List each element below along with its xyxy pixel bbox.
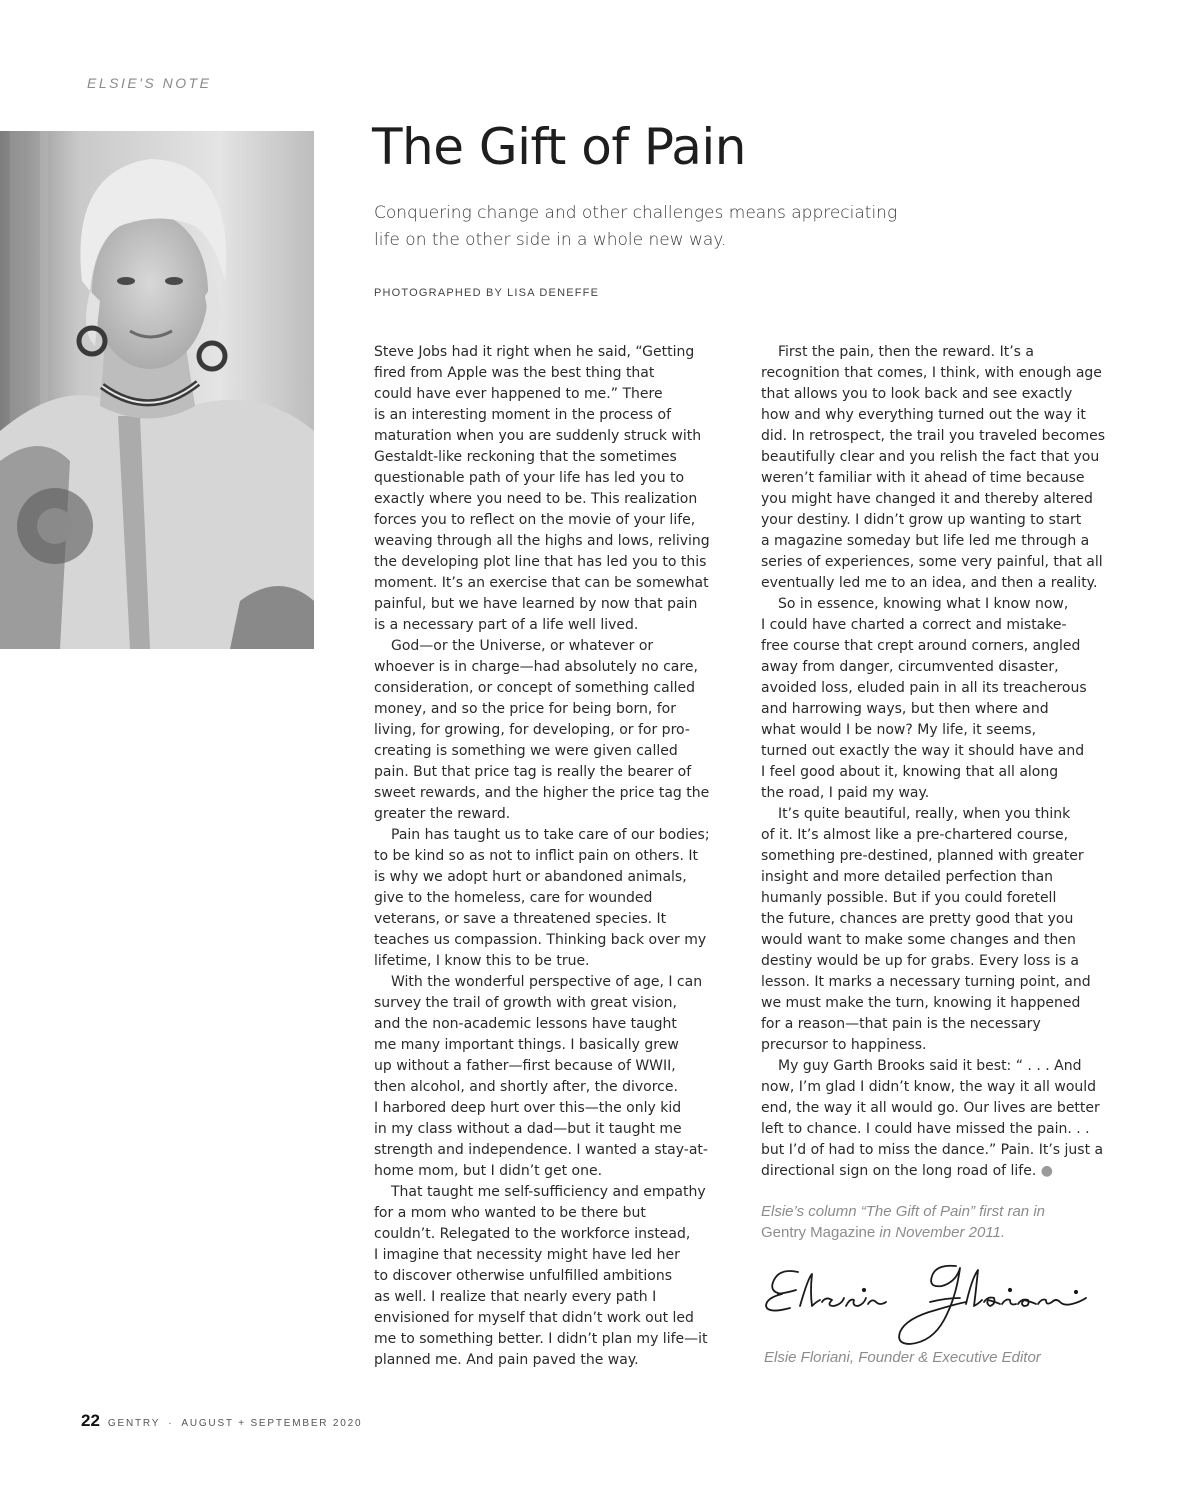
body-line	[761, 951, 1117, 972]
body-line	[761, 594, 1117, 615]
body-line	[374, 405, 730, 426]
body-line-text: that allows you to look back and see exactly	[761, 386, 1073, 402]
body-line	[761, 1077, 1117, 1098]
body-line	[374, 384, 730, 405]
body-line-text: give to the homeless, care for wounded	[374, 890, 653, 906]
body-line-text: moment. It’s an exercise that can be somewhat	[374, 575, 709, 591]
body-line-text: weren’t familiar with it ahead of time because	[761, 470, 1085, 486]
body-line	[761, 678, 1117, 699]
body-line-text: exactly where you need to be. This realization	[374, 491, 698, 507]
body-line	[761, 342, 1117, 363]
body-column-left	[374, 342, 730, 1371]
body-line-text: My guy Garth Brooks said it best: “ . . . And	[778, 1058, 1082, 1074]
body-line-text: eventually led me to an idea, and then a reality.	[761, 575, 1098, 591]
body-line-text: home mom, but I didn’t get one.	[374, 1163, 603, 1179]
body-line-text: the developing plot line that has led you to this	[374, 554, 707, 570]
body-line-text: did. In retrospect, the trail you traveled becomes	[761, 428, 1105, 444]
body-line	[374, 1287, 730, 1308]
body-line-text: planned me. And pain paved the way.	[374, 1352, 639, 1368]
body-line	[374, 783, 730, 804]
body-line-text: in my class without a dad—but it taught me	[374, 1121, 682, 1137]
body-line-text: for a mom who wanted to be there but	[374, 1205, 646, 1221]
body-line-text: directional sign on the long road of life.	[761, 1163, 1037, 1179]
body-line	[761, 1014, 1117, 1035]
body-line	[761, 426, 1117, 447]
body-line	[374, 447, 730, 468]
body-line-text: I feel good about it, knowing that all along	[761, 764, 1059, 780]
body-line-text: teaches us compassion. Thinking back over my	[374, 932, 707, 948]
body-line	[374, 1119, 730, 1140]
body-line	[374, 1350, 730, 1371]
body-line-text: I could have charted a correct and mistake-	[761, 617, 1067, 633]
body-column-right	[761, 342, 1117, 1182]
body-line-text: is why we adopt hurt or abandoned animals,	[374, 869, 687, 885]
body-line-text: for a reason—that pain is the necessary	[761, 1016, 1041, 1032]
body-line	[374, 510, 730, 531]
magazine-name: Gentry Magazine	[761, 1224, 876, 1241]
body-line-text: turned out exactly the way it should have and	[761, 743, 1085, 759]
body-line	[374, 342, 730, 363]
body-line-text: fired from Apple was the best thing that	[374, 365, 655, 381]
body-line-text: Pain has taught us to take care of our bodies;	[391, 827, 710, 843]
body-line-text: I harbored deep hurt over this—the only kid	[374, 1100, 682, 1116]
body-line-text: strength and independence. I wanted a stay-at-	[374, 1142, 708, 1158]
body-line	[761, 468, 1117, 489]
body-line	[761, 825, 1117, 846]
body-line	[374, 1203, 730, 1224]
body-line	[374, 678, 730, 699]
body-line	[374, 1077, 730, 1098]
body-line-text: whoever is in charge—had absolutely no care,	[374, 659, 698, 675]
body-line-text: lesson. It marks a necessary turning point, and	[761, 974, 1091, 990]
body-line	[374, 1161, 730, 1182]
body-line-text: First the pain, then the reward. It’s a	[778, 344, 1034, 360]
body-line	[761, 489, 1117, 510]
body-line	[761, 888, 1117, 909]
body-line-text: me to something better. I didn’t plan my life—it	[374, 1331, 708, 1347]
body-line	[374, 762, 730, 783]
body-line-text: the road, I paid my way.	[761, 785, 930, 801]
body-line	[761, 363, 1117, 384]
body-line-text: beautifully clear and you relish the fact that you	[761, 449, 1100, 465]
body-line-text: That taught me self-sufficiency and empathy	[391, 1184, 706, 1200]
body-line	[761, 636, 1117, 657]
body-line-text: Gestaldt-like reckoning that the sometimes	[374, 449, 677, 465]
body-line-text: could have ever happened to me.” There	[374, 386, 663, 402]
body-line	[374, 1308, 730, 1329]
body-line-text: and the non-academic lessons have taught	[374, 1016, 677, 1032]
body-line-text: With the wonderful perspective of age, I can	[391, 974, 703, 990]
body-line	[761, 846, 1117, 867]
body-line	[374, 426, 730, 447]
body-line-text: lifetime, I know this to be true.	[374, 953, 590, 969]
body-line	[761, 552, 1117, 573]
body-line	[374, 1035, 730, 1056]
body-line-text: God—or the Universe, or whatever or	[391, 638, 654, 654]
body-line-text: creating is something we were given called	[374, 743, 678, 759]
body-line-text: and harrowing ways, but then where and	[761, 701, 1049, 717]
body-line-text: up without a father—first because of WWII,	[374, 1058, 676, 1074]
body-line	[374, 825, 730, 846]
body-line	[374, 993, 730, 1014]
body-line-text: Steve Jobs had it right when he said, “Getting	[374, 344, 695, 360]
body-line	[374, 552, 730, 573]
body-line	[761, 573, 1117, 594]
body-line-text: is an interesting moment in the process of	[374, 407, 671, 423]
body-line-text: questionable path of your life has led you to	[374, 470, 685, 486]
body-line	[374, 1056, 730, 1077]
body-line	[761, 447, 1117, 468]
body-line	[761, 783, 1117, 804]
body-line	[761, 930, 1117, 951]
body-line	[374, 804, 730, 825]
body-line	[374, 615, 730, 636]
body-line-text: the future, chances are pretty good that you	[761, 911, 1074, 927]
body-line	[761, 405, 1117, 426]
body-line	[761, 720, 1117, 741]
article-title: The Gift of Pain	[372, 118, 746, 176]
body-line-text: weaving through all the highs and lows, reliving	[374, 533, 710, 549]
note-text: Elsie’s column “The Gift of Pain” first ran in	[761, 1203, 1045, 1220]
body-line	[761, 909, 1117, 930]
body-line	[374, 1245, 730, 1266]
body-line-text: would want to make some changes and then	[761, 932, 1076, 948]
body-line-text: sweet rewards, and the higher the price tag the	[374, 785, 710, 801]
body-line-text: then alcohol, and shortly after, the divorce.	[374, 1079, 678, 1095]
body-line	[374, 951, 730, 972]
body-line	[374, 1182, 730, 1203]
body-line	[374, 636, 730, 657]
body-line	[374, 1014, 730, 1035]
body-line-text: how and why everything turned out the way it	[761, 407, 1086, 423]
body-line-text: a magazine someday but life led me through a	[761, 533, 1090, 549]
body-line-text: but I’d of had to miss the dance.” Pain. It’s just a	[761, 1142, 1104, 1158]
body-line-text: insight and more detailed perfection than	[761, 869, 1054, 885]
body-line	[761, 972, 1117, 993]
body-line	[761, 1119, 1117, 1140]
body-line-text: maturation when you are suddenly struck with	[374, 428, 702, 444]
page-number: 22	[81, 1411, 100, 1430]
body-line	[761, 531, 1117, 552]
body-line	[374, 594, 730, 615]
body-line	[374, 468, 730, 489]
publication-name: GENTRY	[107, 1418, 161, 1429]
body-line-text: painful, but we have learned by now that pain	[374, 596, 698, 612]
body-line	[374, 657, 730, 678]
body-line	[761, 510, 1117, 531]
body-line	[761, 762, 1117, 783]
subtitle-line: Conquering change and other challenges means appreciating	[374, 203, 898, 223]
photo-credit: PHOTOGRAPHED BY LISA DENEFFE	[374, 287, 600, 299]
body-line-text: something pre-destined, planned with greater	[761, 848, 1084, 864]
body-line	[761, 699, 1117, 720]
body-line-text: pain. But that price tag is really the bearer of	[374, 764, 692, 780]
body-line	[374, 531, 730, 552]
body-line-text: recognition that comes, I think, with enough age	[761, 365, 1102, 381]
issue-date: AUGUST + SEPTEMBER 2020	[181, 1418, 363, 1429]
body-line	[761, 1056, 1117, 1077]
body-line-text: couldn’t. Relegated to the workforce instead,	[374, 1226, 691, 1242]
body-line-text: away from danger, circumvented disaster,	[761, 659, 1059, 675]
body-line	[374, 1224, 730, 1245]
body-line	[374, 741, 730, 762]
body-line-text: precursor to happiness.	[761, 1037, 927, 1053]
body-line-text: is a necessary part of a life well lived.	[374, 617, 639, 633]
body-line	[761, 1161, 1117, 1182]
body-line-text: forces you to reflect on the movie of your life,	[374, 512, 696, 528]
body-line-text: we must make the turn, knowing it happened	[761, 995, 1081, 1011]
body-line	[761, 384, 1117, 405]
subtitle-line: life on the other side in a whole new way.	[374, 230, 727, 250]
body-line	[374, 1140, 730, 1161]
article-subtitle	[374, 200, 934, 254]
body-line	[761, 657, 1117, 678]
body-line-text: of it. It’s almost like a pre-chartered course,	[761, 827, 1069, 843]
body-line-text: me many important things. I basically grew	[374, 1037, 679, 1053]
body-line	[761, 741, 1117, 762]
note-text: in November 2011.	[875, 1224, 1006, 1241]
body-line	[374, 1266, 730, 1287]
body-line-text: free course that crept around corners, angled	[761, 638, 1081, 654]
body-line-text: So in essence, knowing what I know now,	[778, 596, 1069, 612]
body-line-text: money, and so the price for being born, for	[374, 701, 676, 717]
body-line	[374, 867, 730, 888]
body-line-text: avoided loss, eluded pain in all its treacherous	[761, 680, 1087, 696]
body-line-text: your destiny. I didn’t grow up wanting to start	[761, 512, 1082, 528]
body-line-text: to discover otherwise unfulfilled ambitions	[374, 1268, 673, 1284]
body-line	[374, 489, 730, 510]
body-line-text: consideration, or concept of something called	[374, 680, 695, 696]
body-line-text: as well. I realize that nearly every path I	[374, 1289, 657, 1305]
body-line-text: humanly possible. But if you could foretell	[761, 890, 1057, 906]
body-line	[374, 720, 730, 741]
body-line-text: It’s quite beautiful, really, when you think	[778, 806, 1071, 822]
body-line	[374, 1329, 730, 1350]
body-line-text: envisioned for myself that didn’t work out led	[374, 1310, 694, 1326]
body-line-text: greater the reward.	[374, 806, 511, 822]
section-label: ELSIE'S NOTE	[87, 75, 212, 91]
body-line-text: to be kind so as not to inflict pain on others. It	[374, 848, 698, 864]
body-line-text: destiny would be up for grabs. Every loss is a	[761, 953, 1080, 969]
body-line-text: survey the trail of growth with great vision,	[374, 995, 678, 1011]
author-photo	[0, 131, 314, 649]
body-line-text: veterans, or save a threatened species. It	[374, 911, 667, 927]
body-line-text: I imagine that necessity might have led her	[374, 1247, 680, 1263]
end-mark: ●	[1040, 1163, 1053, 1179]
body-line	[374, 930, 730, 951]
body-line-text: now, I’m glad I didn’t know, the way it all would	[761, 1079, 1097, 1095]
body-line	[374, 888, 730, 909]
body-line-text: left to chance. I could have missed the pain. . .	[761, 1121, 1090, 1137]
body-line	[374, 846, 730, 867]
body-line	[761, 1140, 1117, 1161]
page-footer	[81, 1411, 362, 1431]
body-line-text: series of experiences, some very painful, that all	[761, 554, 1103, 570]
body-line	[374, 1098, 730, 1119]
body-line-text: you might have changed it and thereby altered	[761, 491, 1093, 507]
body-line	[761, 1098, 1117, 1119]
body-line-text: what would I be now? My life, it seems,	[761, 722, 1037, 738]
body-line	[761, 1035, 1117, 1056]
body-line	[761, 615, 1117, 636]
signature-image	[760, 1258, 1095, 1350]
body-line	[374, 699, 730, 720]
body-line	[374, 573, 730, 594]
body-line-text: living, for growing, for developing, or for pro-	[374, 722, 690, 738]
body-line-text: end, the way it all would go. Our lives are better	[761, 1100, 1100, 1116]
body-line	[374, 363, 730, 384]
body-line	[761, 993, 1117, 1014]
footer-separator: ·	[168, 1418, 174, 1429]
body-line	[761, 867, 1117, 888]
body-line	[374, 909, 730, 930]
body-line	[761, 804, 1117, 825]
body-line	[374, 972, 730, 993]
signature-caption: Elsie Floriani, Founder & Executive Editor	[764, 1349, 1041, 1366]
reprint-note	[761, 1201, 1141, 1243]
